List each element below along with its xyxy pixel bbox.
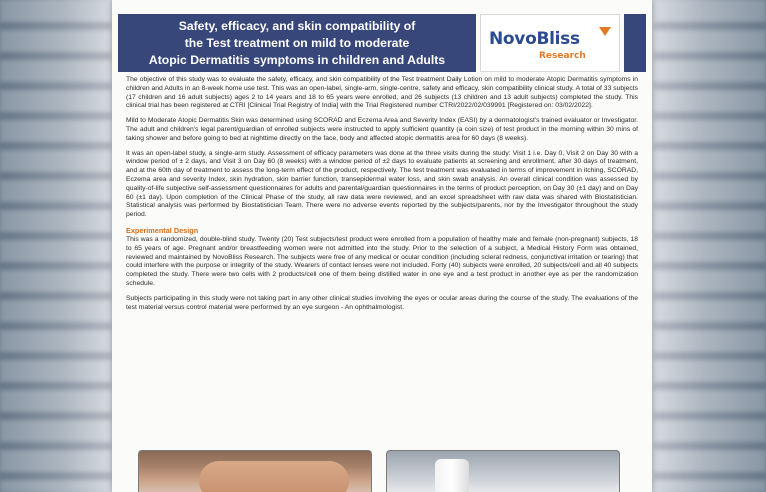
heading-experimental-design: Experimental Design bbox=[126, 225, 199, 235]
logo-sub: Research bbox=[539, 51, 586, 61]
title-banner bbox=[118, 14, 476, 72]
photo-arm-application bbox=[138, 450, 372, 492]
paragraph-participants: Subjects participating in this study were not taking part in any other clinical studies involving the eyes or ocular areas during the course of the study. The evaluations of the test material versus control material were performed by an eye surgeon - An ophthalmologist. bbox=[126, 294, 638, 311]
background-blur-right bbox=[654, 0, 766, 492]
bottle-shape bbox=[435, 459, 469, 492]
logo-name: NovoBliss bbox=[489, 29, 580, 49]
paragraph-assessment: It was an open-label study, a single-arm study. Assessment of efficacy parameters was done at the three visits during the study: Visit 1 i.e. Day 0, Visit 2 on Day 30 with a window period of ± 2 days, and Visit 3 on Day 60 (8 weeks) with a window period of ±2 days to evaluate patients at screening and enrollment, after 30 days of treatment, and at the 60th day of treatment to assess the long-term effect of the product, respectively. The test treatment was evaluated in terms of improvement in itching, SCORAD, Eczema area and severity Index, skin hydration, skin barrier function, transepidermal water loss, and skin swab analysis. An overall clinical condition was assessed by quality-of-life subjective self-assessment questionnaires for adults and parental/guardian questionnaires in the terms of product perception, on Day 30 (±1 day) and on Day 60 (±1 day). Upon completion of the Clinical Phase of the study, all raw data were reviewed, and an excel spreadsheet with raw data was shared with Biostatistician. Statistical analysis was performed by Biostatistician Team. There were no adverse events reported by the subjects/parents, nor by the Investigator throughout the study period. bbox=[126, 149, 638, 219]
paragraph-method: Mild to Moderate Atopic Dermatitis Skin was determined using SCORAD and Eczema Area and Severity Index (EASI) by a dermatologist's trained evaluator or Investigator. The adult and children's legal parent/guardian of enrolled subjects were instructed to apply sufficient quantity (a coin size) of test product in the morning within 30 mins of taking shower and before going to bed at nighttime directly on the face, body and affected atopic dermatitis area for 60 days (8 weeks). bbox=[126, 117, 638, 142]
document-body bbox=[126, 76, 638, 318]
photo-product-bottle bbox=[386, 450, 620, 492]
photo-strip bbox=[126, 450, 638, 492]
title-line-3: Atopic Dermatitis symptoms in children and Adults bbox=[148, 52, 446, 67]
arm-shape bbox=[199, 461, 349, 492]
title-line-2: the Test treatment on mild to moderate bbox=[184, 35, 410, 50]
logo-check-icon bbox=[599, 27, 611, 36]
header-edge-bar bbox=[624, 14, 646, 72]
novobliss-logo bbox=[480, 14, 620, 72]
background-blur-left bbox=[0, 0, 112, 492]
document-header bbox=[118, 14, 646, 72]
paragraph-objective: The objective of this study was to evaluate the safety, efficacy, and skin compatibility of the Test treatment Daily Lotion on mild to moderate Atopic Dermatitis symptoms in children and Adults in an 8-week home use test. This was an open-label, single-arm, single-centre, safety and efficacy, skin compatibility clinical study. A total of 33 subjects (17 children and 16 adult subjects) ages 2 to 14 years and 18 to 65 years were enrolled, and 26 subjects (13 children and 13 adult subjects) completed the study. This clinical trial has been registered at CTRI [Clinical Trial Registry of India] with the Trial Registered number CTRI/2022/02/039991 [Registered on: 03/02/2022]. bbox=[126, 76, 638, 110]
paragraph-experimental: This was a randomized, double-blind study. Twenty (20) Test subjects/test product were enrolled from a population of healthy male and female (non-pregnant) subjects, 18 to 65 years of age. Pregnant and/or breastfeeding women were not admitted into the study. Prior to the selection of a subject, a Medical History Form was obtained, reviewed and maintained by NovoBliss Research. The subjects were free of any medical or ocular condition (including scleral redness, conjunctival irritation or tearing) that could interfere with the purpose or integrity of the study. Wearers of contact lenses were not included. Forty (40) subjects were enrolled, 20 subjects/cell and all 40 subjects completed the study. There were two cells with 2 products/cell one of them being distilled water in one eye and a test product in another eye as per the randomization schedule. bbox=[126, 235, 638, 287]
title-line-1: Safety, efficacy, and skin compatibility of bbox=[178, 18, 416, 33]
document-page bbox=[112, 0, 652, 492]
